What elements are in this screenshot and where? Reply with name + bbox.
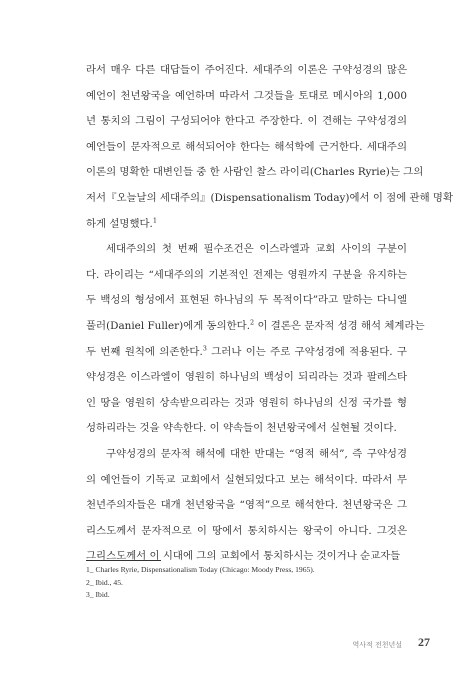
text-line: 두 백성의 형성에서 표현된 하나님의 두 목적이다”라고 말하는 다니엘 <box>86 294 407 307</box>
text-line: 년 통치의 그림이 구성되어야 한다고 주장한다. 이 견해는 구약성경의 <box>86 115 407 128</box>
text-line: 다. 라이리는 “세대주의의 기본적인 전제는 영원까지 구분을 유지하는 <box>86 268 407 281</box>
text-line: 풀러(Daniel Fuller)에게 동의한다.$^2$ 이 결론은 문자적 성경 해석 체계라는 <box>86 318 425 332</box>
footnote-2 <box>86 577 315 590</box>
text-line: 약성경은 이스라엘이 영원히 하나님의 백성이 되리라는 것과 팔레스타 <box>86 371 407 384</box>
text-line: 저서『오늘날의 세대주의』(Dispensationalism Today)에서 이 점에 관해 명확 <box>86 191 453 204</box>
footnote-marker: 1 <box>152 216 157 225</box>
footnote-1 <box>86 564 315 577</box>
footnote-3-text: 3_ Ibid. <box>86 590 110 600</box>
text-line: 예언들이 문자적으로 해석되어야 한다는 해석학에 근거한다. 세대주의 <box>86 140 407 153</box>
body-text <box>86 58 453 570</box>
footnote-marker: 2 <box>250 318 255 327</box>
text-line: 두 번째 원칙에 의존한다.$^3$ 그러나 이는 주로 구약성경에 적용된다. 구 <box>86 344 407 358</box>
text-line: 천년주의자들은 대개 천년왕국을 “영적”으로 해석한다. 천년왕국은 그 <box>86 499 407 512</box>
text-line: 구약성경의 문자적 해석에 대한 반대는 “영적 해석”, 즉 구약성경 <box>106 447 407 460</box>
text-line: 그리스도께서 이 시대에 그의 교회에서 통치하시는 것이거나 순교자들 <box>86 550 401 563</box>
footnote-3 <box>86 589 315 602</box>
text-line: 인 땅을 영원히 상속받으리라는 것과 영원히 하나님의 신정 국가를 형 <box>86 396 407 409</box>
text-line: 예언이 천년왕국을 예언하며 따라서 그것들을 토대로 메시아의 1,000 <box>86 89 407 102</box>
text-line: 세대주의의 첫 번째 필수조건은 이스라엘과 교회 사이의 구분이 <box>106 243 407 256</box>
text-line: 리스도께서 문자적으로 이 땅에서 통치하시는 왕국이 아니다. 그것은 <box>86 524 407 537</box>
paragraph <box>86 58 453 237</box>
paragraph <box>86 237 425 442</box>
text-line: 의 예언들이 기독교 교회에서 실현되었다고 보는 해석이다. 따라서 무 <box>86 473 407 486</box>
page-number: 27 <box>418 635 430 649</box>
footnote-marker: 3 <box>202 344 207 353</box>
footnote-1-text: 1_ Charles Ryrie, Dispensationalism Today (Chicago: Moody Press, 1965). <box>86 565 315 574</box>
paragraph <box>86 442 407 570</box>
text-line: 하게 설명했다.$^1$ <box>86 216 157 230</box>
text-line: 라서 매우 다른 대답들이 주어진다. 세대주의 이론은 구약성경의 많은 <box>86 64 407 76</box>
footnote-divider <box>86 560 161 561</box>
running-title: 역사적 전천년설 <box>352 641 402 649</box>
text-line: 성하리라는 것을 약속한다. 이 약속들이 천년왕국에서 실현될 것이다. <box>86 422 397 435</box>
footnote-2-text: 2_ Ibid., 45. <box>86 577 123 587</box>
footnotes <box>86 564 315 602</box>
text-line: 이론의 명확한 대변인들 중 한 사람인 찰스 라이리(Charles Ryrie)는 그의 <box>86 166 424 179</box>
